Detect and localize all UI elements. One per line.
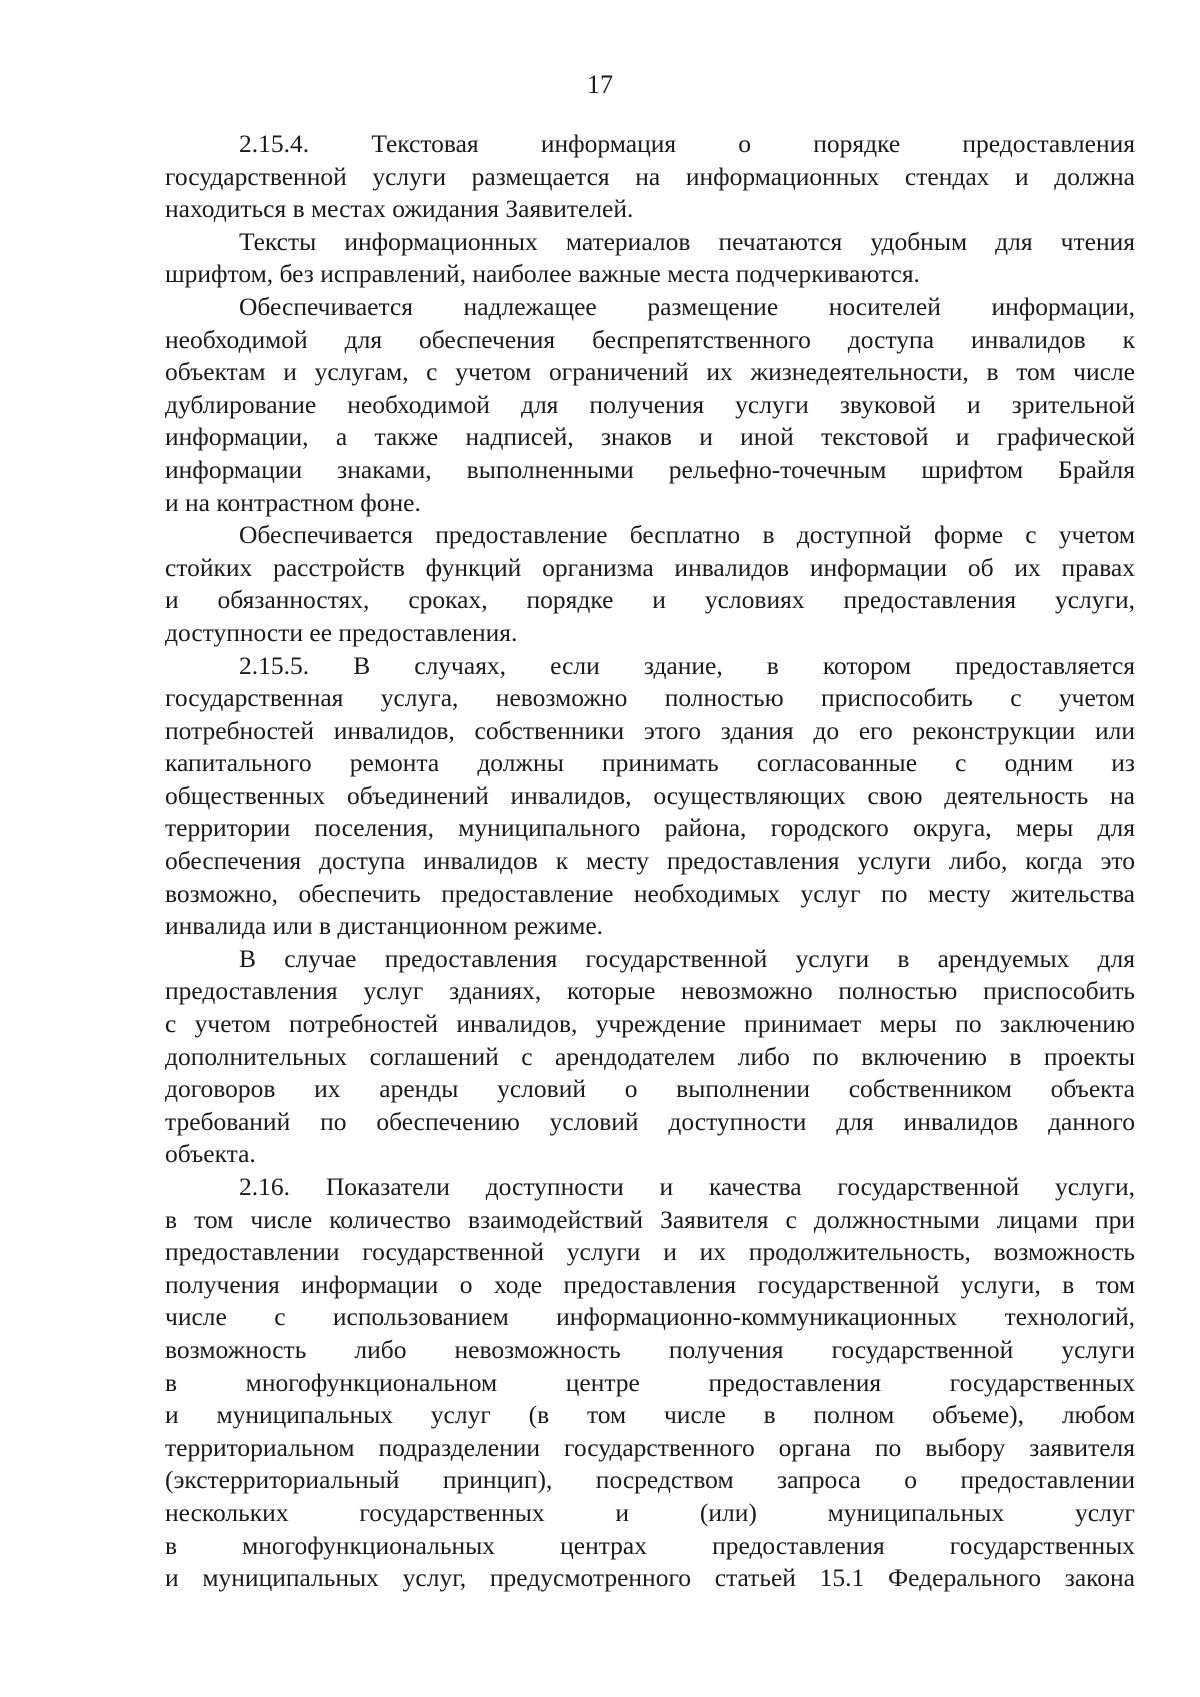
text-line: (экстерриториальный принцип), посредством запроса о предоставлении	[165, 1465, 1135, 1495]
text-line: дополнительных соглашений с арендодателем либо по включению в проекты	[165, 1041, 1135, 1071]
text-line: необходимой для обеспечения беспрепятственного доступа инвалидов к	[165, 324, 1135, 354]
text-line: предоставления услуг зданиях, которые невозможно полностью приспособить	[165, 976, 1135, 1006]
text-line: нескольких государственных и (или) муниципальных услуг	[165, 1497, 1135, 1527]
text-line: и на контрастном фоне.	[165, 487, 421, 517]
text-line: 2.15.5. В случаях, если здание, в котором предоставляется	[239, 650, 1135, 680]
page-number: 17	[587, 70, 613, 99]
text-line: возможность либо невозможность получения государственной услуги	[165, 1334, 1135, 1364]
text-line: инвалида или в дистанционном режиме.	[165, 911, 604, 941]
text-line: объектам и услугам, с учетом ограничений их жизнедеятельности, в том числе	[165, 357, 1135, 387]
text-line: находиться в местах ожидания Заявителей.	[165, 194, 634, 224]
text-line: В случае предоставления государственной услуги в арендуемых для	[239, 943, 1135, 973]
body-text	[165, 128, 1135, 1595]
text-line: капитального ремонта должны принимать согласованные с одним из	[165, 748, 1135, 778]
text-line: стойких расстройств функций организма инвалидов информации об их правах	[165, 552, 1135, 582]
text-line: и муниципальных услуг (в том числе в полном объеме), любом	[165, 1400, 1135, 1430]
text-line: информации, а также надписей, знаков и иной текстовой и графической	[165, 422, 1135, 452]
text-line: дублирование необходимой для получения услуги звуковой и зрительной	[165, 389, 1135, 419]
text-line: Обеспечивается предоставление бесплатно в доступной форме с учетом	[239, 520, 1135, 550]
text-line: в многофункциональных центрах предоставления государственных	[165, 1530, 1135, 1560]
text-line: с учетом потребностей инвалидов, учреждение принимает меры по заключению	[165, 1009, 1135, 1039]
text-line: требований по обеспечению условий доступности для инвалидов данного	[165, 1106, 1135, 1136]
text-line: и муниципальных услуг, предусмотренного статьей 15.1 Федерального закона	[165, 1563, 1135, 1593]
text-line: Обеспечивается надлежащее размещение носителей информации,	[239, 291, 1135, 321]
text-line: государственная услуга, невозможно полностью приспособить с учетом	[165, 683, 1135, 713]
text-line: потребностей инвалидов, собственники этого здания до его реконструкции или	[165, 715, 1135, 745]
text-line: доступности ее предоставления.	[165, 617, 518, 647]
text-line: общественных объединений инвалидов, осуществляющих свою деятельность на	[165, 780, 1135, 810]
text-line: информации знаками, выполненными рельефно-точечным шрифтом Брайля	[165, 454, 1135, 484]
text-line: государственной услуги размещается на информационных стендах и должна	[165, 161, 1135, 191]
text-line: числе с использованием информационно-коммуникационных технологий,	[165, 1302, 1135, 1332]
text-line: предоставлении государственной услуги и их продолжительность, возможность	[165, 1237, 1135, 1267]
text-line: получения информации о ходе предоставления государственной услуги, в том	[165, 1269, 1135, 1299]
text-line: шрифтом, без исправлений, наиболее важные места подчеркиваются.	[165, 259, 920, 289]
text-line: Тексты информационных материалов печатаются удобным для чтения	[239, 226, 1135, 256]
text-line: территории поселения, муниципального района, городского округа, меры для	[165, 813, 1135, 843]
text-line: возможно, обеспечить предоставление необходимых услуг по месту жительства	[165, 878, 1135, 908]
text-line: территориальном подразделении государственного органа по выбору заявителя	[165, 1432, 1135, 1462]
text-line: договоров их аренды условий о выполнении собственником объекта	[165, 1074, 1135, 1104]
text-line: и обязанностях, сроках, порядке и условиях предоставления услуги,	[165, 585, 1135, 615]
text-line: в многофункциональном центре предоставления государственных	[165, 1367, 1135, 1397]
text-line: в том числе количество взаимодействий Заявителя с должностными лицами при	[165, 1204, 1135, 1234]
text-line: 2.15.4. Текстовая информация о порядке предоставления	[239, 129, 1135, 158]
text-line: 2.16. Показатели доступности и качества государственной услуги,	[239, 1172, 1135, 1201]
text-line: обеспечения доступа инвалидов к месту предоставления услуги либо, когда это	[165, 846, 1135, 876]
text-line: объекта.	[165, 1139, 256, 1169]
